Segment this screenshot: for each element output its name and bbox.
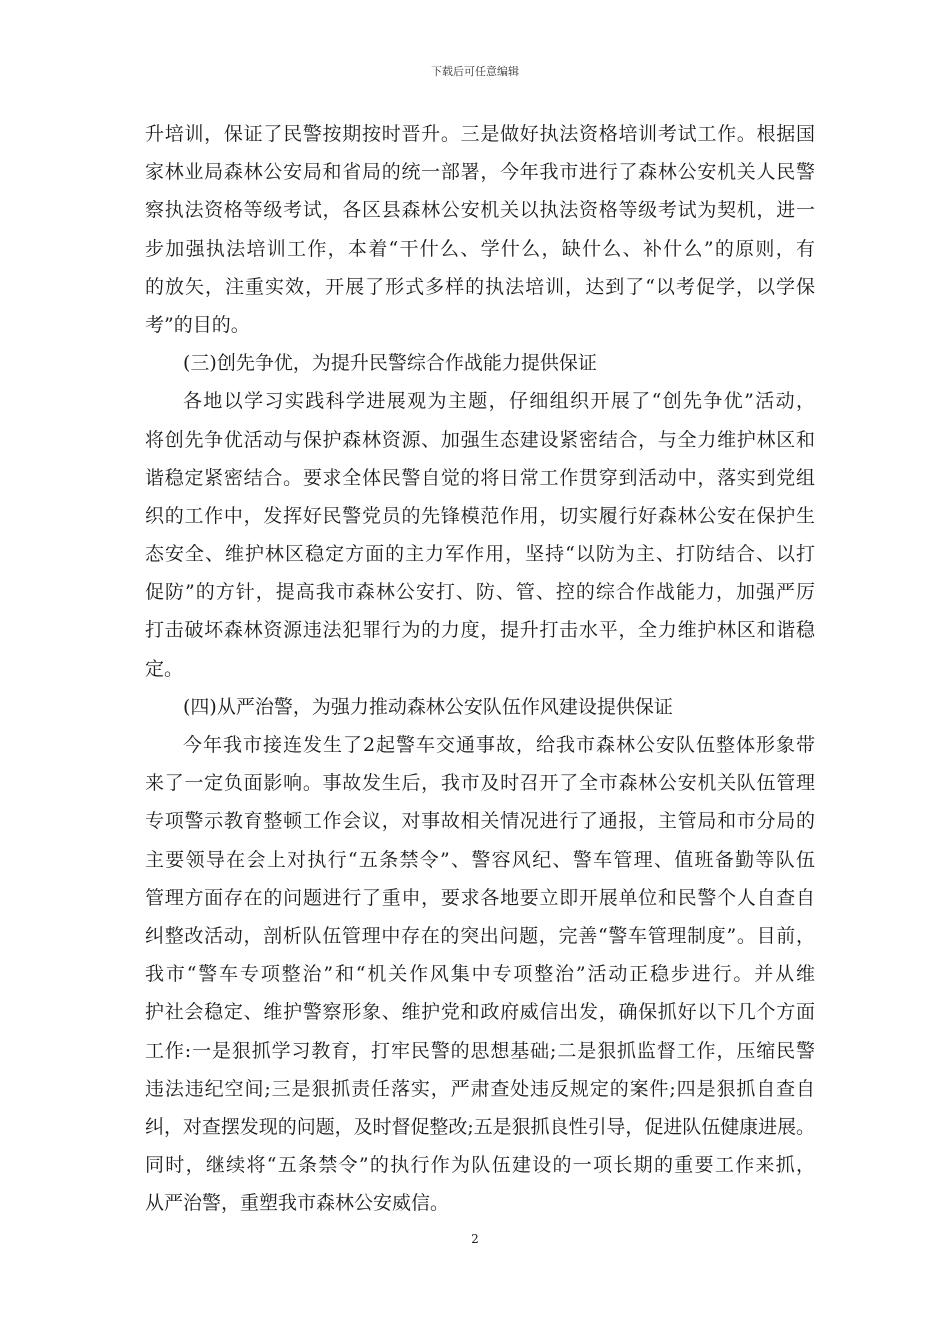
- text-line: 定。: [145, 657, 184, 680]
- text-line: 违法违纪空间;三是狠抓责任落实，严肃查处违反规定的案件;四是狠抓自查自: [145, 1077, 815, 1100]
- text-line: 的放矢，注重实效，开展了形式多样的执法培训，达到了“以考促学，以学保: [145, 275, 815, 298]
- text-line: 各地以学习实践科学进展观为主题，仔细组织开展了“创先争优”活动，: [183, 390, 815, 413]
- section-heading-4: (四)从严治警，为强力推动森林公安队伍作风建设提供保证: [183, 695, 673, 718]
- text-line: 察执法资格等级考试，各区县森林公安机关以执法资格等级考试为契机，进一: [145, 199, 815, 222]
- page-number: 2: [471, 1232, 479, 1246]
- text-line: 步加强执法培训工作，本着“干什么、学什么，缺什么、补什么”的原则，有: [145, 237, 815, 260]
- text-line: 打击破坏森林资源违法犯罪行为的力度，提升打击水平，全力维护林区和谐稳: [145, 619, 815, 642]
- text-line: 促防”的方针，提高我市森林公安打、防、管、控的综合作战能力，加强严厉: [145, 581, 815, 604]
- text-line: 我市“警车专项整治”和“机关作风集中专项整治”活动正稳步进行。并从维: [145, 963, 815, 986]
- text-line: 今年我市接连发生了2起警车交通事故，给我市森林公安队伍整体形象带: [183, 734, 815, 756]
- text-line: 同时，继续将“五条禁令”的执行作为队伍建设的一项长期的重要工作来抓，: [145, 1154, 815, 1177]
- text-line: 升培训，保证了民警按期按时晋升。三是做好执法资格培训考试工作。根据国: [145, 123, 815, 145]
- text-line: 从严治警，重塑我市森林公安威信。: [145, 1192, 450, 1215]
- text-line: 纠整改活动，剖析队伍管理中存在的突出问题，完善“警车管理制度”。目前，: [145, 924, 815, 947]
- page-header: 下载后可任意编辑: [431, 65, 519, 78]
- text-line: 工作:一是狠抓学习教育，打牢民警的思想基础;二是狠抓监督工作，压缩民警: [145, 1039, 815, 1062]
- text-line: 纠，对查摆发现的问题，及时督促整改;五是狠抓良性引导，促进队伍健康进展。: [145, 1115, 815, 1138]
- text-line: 家林业局森林公安局和省局的统一部署，今年我市进行了森林公安机关人民警: [145, 161, 815, 184]
- text-line: 谐稳定紧密结合。要求全体民警自觉的将日常工作贯穿到活动中，落实到党组: [145, 466, 815, 489]
- section-heading-3: (三)创先争优，为提升民警综合作战能力提供保证: [183, 352, 597, 375]
- text-line: 管理方面存在的问题进行了重申，要求各地要立即开展单位和民警个人自查自: [145, 886, 815, 909]
- document-body: [145, 115, 815, 1222]
- text-line: 考”的目的。: [145, 313, 250, 336]
- text-line: 主要领导在会上对执行“五条禁令”、警容风纪、警车管理、值班备勤等队伍: [145, 848, 815, 871]
- text-line: 态安全、维护林区稳定方面的主力军作用，坚持“以防为主、打防结合、以打: [145, 543, 815, 566]
- text-line: 护社会稳定、维护警察形象、维护党和政府威信出发，确保抓好以下几个方面: [145, 1001, 815, 1024]
- text-line: 专项警示教育整顿工作会议，对事故相关情况进行了通报，主管局和市分局的: [145, 810, 815, 833]
- text-line: 织的工作中，发挥好民警党员的先锋模范作用，切实履行好森林公安在保护生: [145, 504, 815, 527]
- text-line: 将创先争优活动与保护森林资源、加强生态建设紧密结合，与全力维护林区和: [145, 428, 815, 451]
- text-line: 来了一定负面影响。事故发生后，我市及时召开了全市森林公安机关队伍管理: [145, 772, 815, 795]
